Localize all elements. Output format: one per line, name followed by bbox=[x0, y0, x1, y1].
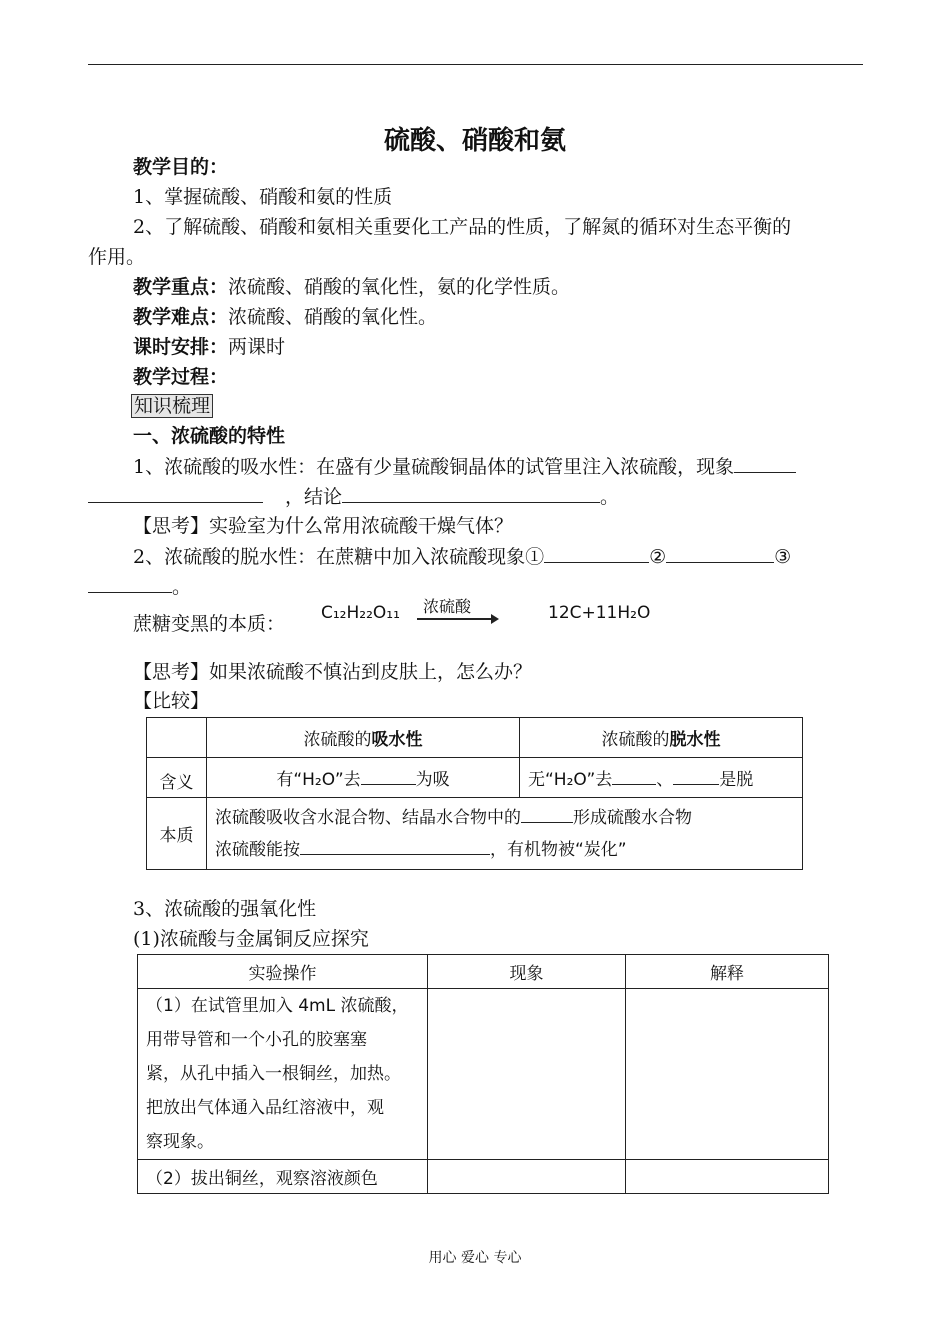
period: 。 bbox=[600, 486, 620, 508]
cell-text: 有“H₂O”去 bbox=[276, 770, 361, 790]
cell-text: 是脱 bbox=[719, 770, 754, 790]
explanation-2 bbox=[626, 1160, 829, 1194]
item2-line2 bbox=[88, 574, 191, 599]
table-row bbox=[147, 718, 803, 758]
think-2: 【思考】如果浓硫酸不慎沾到皮肤上，怎么办？ bbox=[133, 661, 533, 683]
cell-text: 为吸 bbox=[415, 770, 450, 790]
formula-product: 12C+11H₂O bbox=[548, 603, 651, 623]
operation-1 bbox=[138, 989, 428, 1160]
table-cell bbox=[147, 718, 207, 758]
objectives-heading: 教学目的： bbox=[133, 156, 229, 178]
operation-2: （2）拔出铜丝，观察溶液颜色 bbox=[138, 1160, 428, 1194]
knowledge-box-label: 知识梳理 bbox=[131, 394, 213, 418]
blank bbox=[342, 484, 600, 503]
operation-line: （1）在试管里加入 4mL 浓硫酸， bbox=[146, 996, 409, 1016]
blank bbox=[88, 484, 263, 503]
blank bbox=[300, 836, 490, 855]
header-prefix: 浓硫酸的 bbox=[303, 730, 372, 750]
header-operation: 实验操作 bbox=[138, 955, 428, 989]
cell-text: 无“H₂O”去 bbox=[528, 770, 613, 790]
key-label: 教学重点： bbox=[133, 276, 229, 298]
objective-1: 1、掌握硫酸、硝酸和氨的性质 bbox=[133, 186, 393, 208]
header-rule bbox=[88, 64, 863, 65]
operation-line: 用带导管和一个小孔的胶塞塞 bbox=[146, 1030, 367, 1050]
blank bbox=[666, 544, 774, 563]
cell-text: 、 bbox=[656, 770, 674, 790]
reaction-arrow-icon bbox=[417, 618, 497, 620]
row-label-essence: 本质 bbox=[147, 798, 207, 870]
header-water-absorption bbox=[207, 718, 520, 758]
blank bbox=[734, 454, 796, 473]
schedule-text: 两课时 bbox=[228, 336, 286, 358]
item3: 3、浓硫酸的强氧化性 bbox=[133, 898, 317, 920]
table-row bbox=[138, 989, 829, 1160]
cell-text: 浓硫酸吸收含水混合物、结晶水合物中的 bbox=[215, 807, 521, 828]
row-label-meaning: 含义 bbox=[147, 758, 207, 798]
page-title: 硫酸、硝酸和氨 bbox=[383, 126, 566, 156]
meaning-absorption bbox=[207, 758, 520, 798]
header-phenomenon: 现象 bbox=[428, 955, 626, 989]
formula-condition: 浓硫酸 bbox=[423, 597, 472, 616]
key-points bbox=[133, 275, 570, 299]
mark-2: ② bbox=[649, 546, 667, 568]
cell-text: 形成硫酸水合物 bbox=[573, 807, 692, 828]
item1-conclusion-label: ，结论 bbox=[285, 486, 343, 508]
essence-line2 bbox=[215, 834, 794, 866]
compare-table bbox=[146, 717, 803, 870]
item2-text: 2、浓硫酸的脱水性：在蔗糖中加入浓硫酸现象① bbox=[133, 546, 545, 568]
operation-line: 紧，从孔中插入一根铜丝，加热。 bbox=[146, 1064, 401, 1084]
difficulty-label: 教学难点： bbox=[133, 306, 229, 328]
table-row bbox=[138, 955, 829, 989]
item1-line2 bbox=[88, 484, 619, 509]
operation-line: 把放出气体通入品红溶液中，观 bbox=[146, 1098, 384, 1118]
experiment-table bbox=[137, 954, 829, 1194]
difficulty-points bbox=[133, 305, 437, 329]
key-text: 浓硫酸、硝酸的氧化性，氨的化学性质。 bbox=[228, 276, 571, 298]
table-row bbox=[138, 1160, 829, 1194]
blank bbox=[361, 766, 416, 785]
cell-text: ，有机物被“炭化” bbox=[490, 839, 627, 860]
objective-2-line2: 作用。 bbox=[88, 246, 146, 268]
phenomenon-1 bbox=[428, 989, 626, 1160]
page-footer: 用心 爱心 专心 bbox=[428, 1250, 522, 1266]
header-bold: 脱水性 bbox=[669, 730, 721, 750]
meaning-dehydration bbox=[520, 758, 803, 798]
think-1: 【思考】实验室为什么常用浓硫酸干燥气体？ bbox=[133, 515, 514, 537]
item1-text: 1、浓硫酸的吸水性：在盛有少量硫酸铜晶体的试管里注入浓硫酸，现象 bbox=[133, 456, 735, 478]
cell-text: 浓硫酸能按 bbox=[215, 839, 300, 860]
section1-heading: 一、浓硫酸的特性 bbox=[133, 425, 286, 447]
blank bbox=[88, 574, 172, 593]
essence-cell bbox=[207, 798, 803, 870]
table-row bbox=[147, 798, 803, 870]
operation-line: 察现象。 bbox=[146, 1132, 214, 1152]
header-bold: 吸水性 bbox=[371, 730, 423, 750]
table-row bbox=[147, 758, 803, 798]
phenomenon-2 bbox=[428, 1160, 626, 1194]
process-label: 教学过程： bbox=[133, 366, 229, 388]
schedule bbox=[133, 335, 285, 359]
difficulty-text: 浓硫酸、硝酸的氧化性。 bbox=[228, 306, 438, 328]
blank bbox=[673, 766, 719, 785]
item2-line1 bbox=[133, 544, 791, 569]
sucrose-label: 蔗糖变黑的本质： bbox=[133, 613, 286, 635]
essence-line1 bbox=[215, 802, 794, 834]
header-dehydration bbox=[520, 718, 803, 758]
blank bbox=[544, 544, 649, 563]
blank bbox=[612, 766, 656, 785]
explanation-1 bbox=[626, 989, 829, 1160]
compare-label: 【比较】 bbox=[133, 690, 210, 712]
item3-sub: (1)浓硫酸与金属铜反应探究 bbox=[133, 928, 369, 950]
blank bbox=[521, 804, 573, 823]
formula-reactant: C₁₂H₂₂O₁₁ bbox=[321, 603, 400, 623]
header-prefix: 浓硫酸的 bbox=[601, 730, 670, 750]
header-explanation: 解释 bbox=[626, 955, 829, 989]
knowledge-box bbox=[131, 394, 213, 418]
item2-end: 。 bbox=[172, 576, 192, 598]
mark-3: ③ bbox=[774, 546, 792, 568]
item1-line1 bbox=[133, 454, 796, 479]
objective-2-line1: 2、了解硫酸、硝酸和氨相关重要化工产品的性质，了解氮的循环对生态平衡的 bbox=[133, 216, 792, 238]
schedule-label: 课时安排： bbox=[133, 336, 229, 358]
